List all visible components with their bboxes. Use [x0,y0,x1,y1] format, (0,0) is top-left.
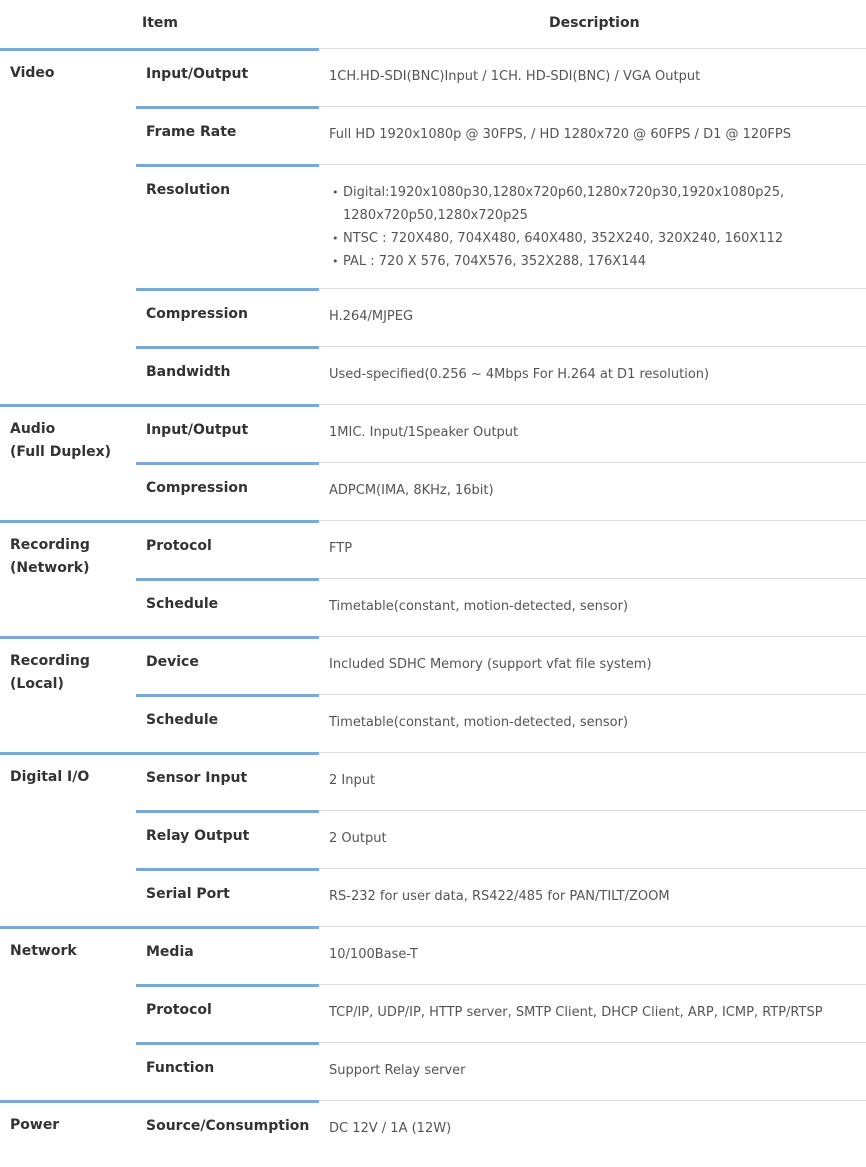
description-cell: Timetable(constant, motion-detected, sensor) [319,578,866,636]
spec-group [0,404,866,520]
table-row [136,106,866,164]
item-cell: Compression [136,288,319,346]
item-cell: Frame Rate [136,106,319,164]
table-row [136,520,866,578]
item-cell: Source/Consumption [136,1100,319,1158]
table-row [136,810,866,868]
item-cell: Device [136,636,319,694]
item-cell: Schedule [136,694,319,752]
description-cell: FTP [319,520,866,578]
description-cell: H.264/MJPEG [319,288,866,346]
table-row [136,164,866,288]
item-cell: Protocol [136,520,319,578]
spec-group [0,752,866,926]
description-cell [319,164,866,288]
header-description: Description [549,15,640,31]
item-cell: Media [136,926,319,984]
item-cell: Input/Output [136,404,319,462]
group-label: Network [10,943,77,959]
item-cell: Serial Port [136,868,319,926]
item-cell: Function [136,1042,319,1100]
table-row [136,926,866,984]
spec-group [0,636,866,752]
description-cell: Included SDHC Memory (support vfat file system) [319,636,866,694]
table-row [136,1042,866,1100]
description-cell: Full HD 1920x1080p @ 30FPS, / HD 1280x720 @ 60FPS / D1 @ 120FPS [319,106,866,164]
spec-group [0,48,866,404]
group-label: Recording (Local) [10,653,90,692]
item-cell: Input/Output [136,48,319,106]
table-row [136,462,866,520]
spec-group [0,520,866,636]
group-label: Power [10,1117,60,1133]
table-row [136,578,866,636]
list-item: • PAL : 720 X 576, 704X576, 352X288, 176X144 [329,250,866,273]
bullet-list [329,181,866,273]
table-row [136,48,866,106]
description-cell: RS-232 for user data, RS422/485 for PAN/TILT/ZOOM [319,868,866,926]
description-cell: Used-specified(0.256 ~ 4Mbps For H.264 at D1 resolution) [319,346,866,404]
item-cell: Bandwidth [136,346,319,404]
table-row [136,404,866,462]
group-label: Digital I/O [10,769,90,785]
description-cell: 10/100Base-T [319,926,866,984]
table-row [136,636,866,694]
group-label: Video [10,65,55,81]
spec-group [0,926,866,1100]
description-cell: DC 12V / 1A (12W) [319,1100,866,1158]
header-item: Item [142,15,178,31]
table-row [136,868,866,926]
description-cell: 1MIC. Input/1Speaker Output [319,404,866,462]
table-row [136,346,866,404]
spec-group [0,1100,866,1158]
item-cell: Protocol [136,984,319,1042]
table-header [0,0,866,48]
item-cell: Sensor Input [136,752,319,810]
item-cell: Compression [136,462,319,520]
list-item: • NTSC : 720X480, 704X480, 640X480, 352X240, 320X240, 160X112 [329,227,866,250]
table-row [136,1100,866,1158]
spec-groups [0,48,866,1158]
description-cell: 1CH.HD-SDI(BNC)Input / 1CH. HD-SDI(BNC) / VGA Output [319,48,866,106]
item-cell: Schedule [136,578,319,636]
description-cell: ADPCM(IMA, 8KHz, 16bit) [319,462,866,520]
description-cell: Timetable(constant, motion-detected, sensor) [319,694,866,752]
table-row [136,694,866,752]
item-cell: Resolution [136,164,319,288]
description-cell: Support Relay server [319,1042,866,1100]
description-cell: TCP/IP, UDP/IP, HTTP server, SMTP Client, DHCP Client, ARP, ICMP, RTP/RTSP [319,984,866,1042]
description-cell: 2 Output [319,810,866,868]
table-row [136,752,866,810]
description-cell: 2 Input [319,752,866,810]
group-label: Recording (Network) [10,537,90,576]
item-cell: Relay Output [136,810,319,868]
table-row [136,984,866,1042]
table-row [136,288,866,346]
list-item: • Digital:1920x1080p30,1280x720p60,1280x720p30,1920x1080p25, 1280x720p50,1280x720p25 [329,181,866,227]
group-label: Audio (Full Duplex) [10,421,112,460]
